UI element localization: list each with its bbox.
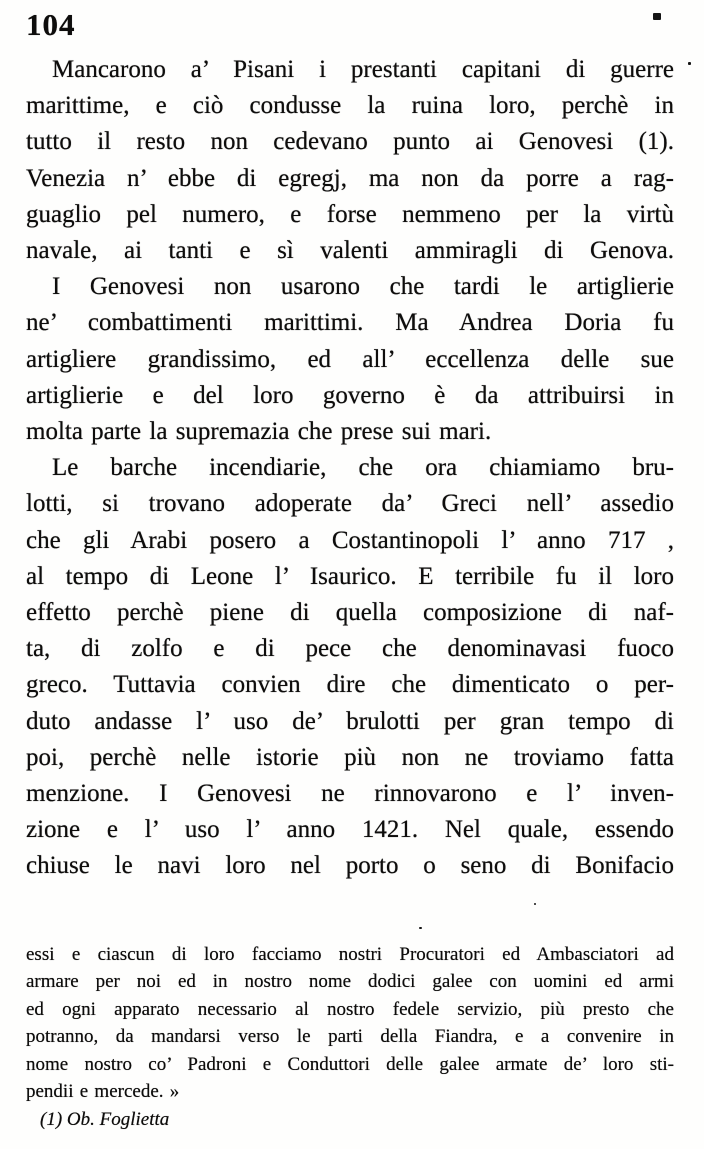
ink-speck (419, 927, 422, 929)
ink-speck (534, 903, 536, 905)
text-line: poi, perchè nelle istorie più non ne troviamo fatta (26, 743, 674, 771)
text-line: che gli Arabi posero a Costantinopoli l’ anno 717 , (26, 526, 674, 554)
paragraph (26, 450, 674, 884)
text-line: ed ogni apparato necessario al nostro fedele servizio, più presto che (26, 998, 674, 1020)
text-line: armare per noi ed in nostro nome dodici galee con uomini ed armi (26, 971, 674, 993)
text-line: ta, di zolfo e di pece che denominavasi fuoco (26, 635, 674, 663)
text-line: molta parte la supremazia che prese sui mari. (26, 418, 492, 446)
text-line: zione e l’ uso l’ anno 1421. Nel quale, essendo (26, 816, 674, 844)
footnote-text (26, 941, 674, 1106)
text-line: potranno, da mandarsi verso le parti della Fiandra, e a convenire in (26, 1026, 674, 1048)
body-text (26, 52, 674, 885)
text-line: guaglio pel numero, e forse nemmeno per la virtù (26, 200, 674, 228)
text-line: I Genovesi non usarono che tardi le artiglierie (52, 273, 674, 301)
text-line: tutto il resto non cedevano punto ai Genovesi (1). (26, 128, 674, 156)
footnote-citation: (1) Ob. Foglietta (40, 1108, 170, 1130)
ink-speck (653, 13, 661, 20)
text-line: artiglierie e del loro governo è da attribuirsi in (26, 381, 674, 409)
text-line: navale, ai tanti e sì valenti ammiragli di Genova. (26, 237, 674, 265)
text-line: Venezia n’ ebbe di egregj, ma non da porre a rag- (26, 164, 674, 192)
text-line: nome nostro co’ Padroni e Conduttori delle galee armate de’ loro sti- (26, 1053, 674, 1075)
text-line: al tempo di Leone l’ Isaurico. E terribile fu il loro (26, 562, 674, 590)
text-line: effetto perchè piene di quella composizione di naf- (26, 599, 674, 627)
text-line: lotti, si trovano adoperate da’ Greci nell’ assedio (26, 490, 674, 518)
text-line: chiuse le navi loro nel porto o seno di Bonifacio (26, 852, 674, 880)
text-line: Le barche incendiarie, che ora chiamiamo bru- (52, 454, 674, 482)
text-line: pendii e mercede. » (26, 1081, 180, 1103)
text-line: duto andasse l’ uso de’ brulotti per gran tempo di (26, 707, 674, 735)
footnote (26, 941, 674, 1134)
text-line: ne’ combattimenti marittimi. Ma Andrea Doria fu (26, 309, 674, 337)
text-line: menzione. I Genovesi ne rinnovarono e l’ inven- (26, 780, 674, 808)
page-number: 104 (26, 7, 76, 42)
text-line: artigliere grandissimo, ed all’ eccellenza delle sue (26, 345, 674, 373)
paragraph (26, 269, 674, 450)
paragraph (26, 52, 674, 269)
text-line: essi e ciascun di loro facciamo nostri Procuratori ed Ambasciatori ad (26, 943, 674, 965)
text-line: Mancarono a’ Pisani i prestanti capitani di guerre (52, 56, 674, 83)
ink-speck (688, 62, 691, 65)
text-line: greco. Tuttavia convien dire che dimenticato o per- (26, 671, 674, 699)
text-line: marittime, e ciò condusse la ruina loro, perchè in (26, 92, 674, 120)
